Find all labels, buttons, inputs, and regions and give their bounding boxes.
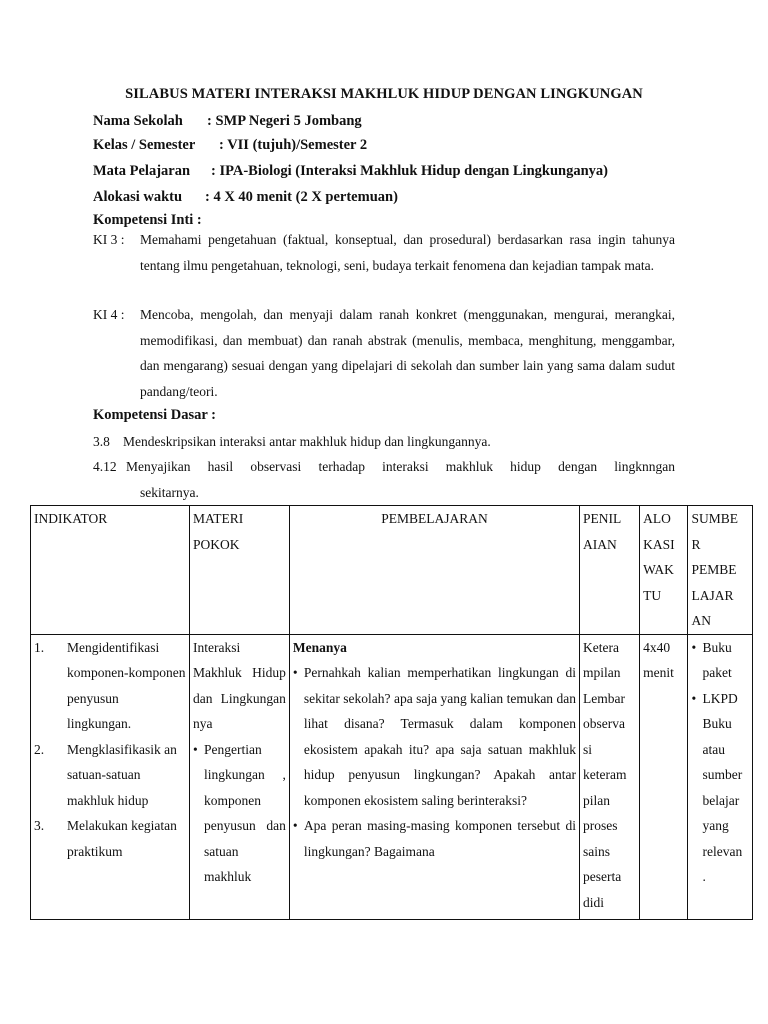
header-penilaian: PENIL AIAN (579, 506, 639, 635)
meta-value: : 4 X 40 menit (2 X pertemuan) (205, 189, 398, 205)
ki-label: KI 4 : (93, 307, 125, 322)
pembelajaran-bullet-text: Apa peran masing-masing komponen tersebut di lingkungan? Bagaimana (303, 818, 576, 859)
indikator-number: 3. (34, 818, 45, 833)
meta-value: : SMP Negeri 5 Jombang (207, 113, 362, 129)
indikator-item (34, 635, 186, 737)
ki-3 (93, 227, 675, 278)
meta-label: Nama Sekolah (93, 113, 183, 129)
bullet-icon: • (193, 741, 198, 757)
sumber-bullet-text: Buku paket (702, 639, 732, 680)
materi-intro: Interaksi Makhluk Hidup dan Lingkungan nya (193, 639, 286, 731)
kd-text-continued: sekitarnya. (140, 484, 199, 500)
bullet-icon: • (292, 818, 298, 833)
materi-bullet-text: Pengertian lingkungan , komponen penyusun dan satuan makhluk (204, 741, 286, 884)
kd-number: 3.8 (93, 434, 110, 449)
indikator-item (34, 737, 186, 814)
cell-materi-pokok (190, 634, 290, 919)
cell-indikator (31, 634, 190, 919)
pembelajaran-bullet-text: Pernahkah kalian memperhatikan lingkungan di sekitar sekolah? apa saja yang kalian temukan dan lihat disana? Termasuk dalam komponen ekosistem apakah itu? apa saja satuan makhluk hidup penyusun lingkungan? Apakah antar komponen ekosistem saling berinteraksi? (303, 665, 576, 808)
meta-nama-sekolah (93, 113, 362, 130)
kompetensi-inti-heading: Kompetensi Inti : (93, 212, 202, 228)
cell-alokasi-waktu: 4x40 menit (640, 634, 688, 919)
table-row (31, 634, 753, 919)
kd-text: Menyajikan hasil observasi terhadap interaksi makhluk hidup dengan lingknngan (126, 459, 675, 474)
cell-sumber-pembelajaran (688, 634, 753, 919)
meta-mata-pelajaran (93, 163, 608, 180)
materi-bullet (193, 737, 286, 890)
meta-label: Alokasi waktu (93, 189, 183, 205)
indikator-number: 2. (34, 741, 45, 757)
header-sumber-pembelajaran: SUMBE R PEMBE LAJAR AN (688, 506, 753, 635)
cell-pembelajaran (289, 634, 579, 919)
table-header-row (31, 506, 753, 635)
pembelajaran-bullet (293, 660, 576, 813)
silabus-table (30, 505, 753, 920)
kompetensi-dasar-heading: Kompetensi Dasar : (93, 407, 216, 423)
header-pembelajaran: PEMBELAJARAN (289, 506, 579, 635)
ki-text: Memahami pengetahuan (faktual, konseptual, dan prosedural) berdasarkan rasa ingin tahunya tentang ilmu pengetahuan, teknologi, seni, budaya terkait fenomena dan kejadian tampak mata. (140, 232, 675, 273)
bullet-icon: • (292, 665, 298, 680)
kd-number: 4.12 (93, 459, 117, 474)
sumber-bullet-text: LKPD Buku atau sumber belajar yang relevan . (702, 690, 743, 884)
ki-text: Mencoba, mengolah, dan menyaji dalam ranah konkret (menggunakan, mengurai, merangkai, memodifikasi, dan membuat) dan ranah abstrak (menulis, membaca, menghitung, menggambar, dan mengarang) sesuai dengan yang dipelajari di sekolah dan sumber lain yang sama dalam sudut pandang/teori. (140, 307, 675, 399)
meta-label: Mata Pelajaran (93, 163, 191, 179)
ki-4 (93, 302, 675, 404)
indikator-number: 1. (34, 639, 45, 655)
header-alokasi-waktu: ALO KASI WAK TU (640, 506, 688, 635)
pembelajaran-bullet (293, 813, 576, 864)
kd-item (93, 454, 675, 505)
meta-label: Kelas / Semester (93, 137, 196, 153)
cell-penilaian: Ketera mpilan Lembar observa si keteram pilan proses sains peserta didi (579, 634, 639, 919)
meta-alokasi-waktu (93, 189, 398, 206)
kd-text: Mendeskripsikan interaksi antar makhluk hidup dan lingkungannya. (123, 434, 491, 449)
ki-label: KI 3 : (93, 232, 125, 247)
kd-item (93, 429, 675, 455)
meta-value: : IPA-Biologi (Interaksi Makhluk Hidup dengan Lingkunganya) (211, 163, 608, 179)
meta-kelas-semester (93, 137, 367, 154)
pembelajaran-heading: Menanya (292, 639, 347, 655)
meta-value: : VII (tujuh)/Semester 2 (219, 137, 368, 153)
sumber-bullet (691, 635, 749, 686)
indikator-item (34, 813, 186, 864)
indikator-text: Mengidentifikasi komponen-komponen penyusun lingkungan. (67, 639, 186, 731)
bullet-icon: • (691, 690, 697, 706)
header-indikator: INDIKATOR (31, 506, 190, 635)
sumber-bullet (691, 686, 749, 890)
bullet-icon: • (691, 639, 697, 655)
document-title: SILABUS MATERI INTERAKSI MAKHLUK HIDUP DENGAN LINGKUNGAN (125, 86, 643, 102)
indikator-text: Melakukan kegiatan praktikum (67, 818, 177, 859)
header-materi-pokok: MATERI POKOK (190, 506, 290, 635)
indikator-text: Mengklasifikasik an satuan-satuan makhluk hidup (67, 741, 177, 808)
